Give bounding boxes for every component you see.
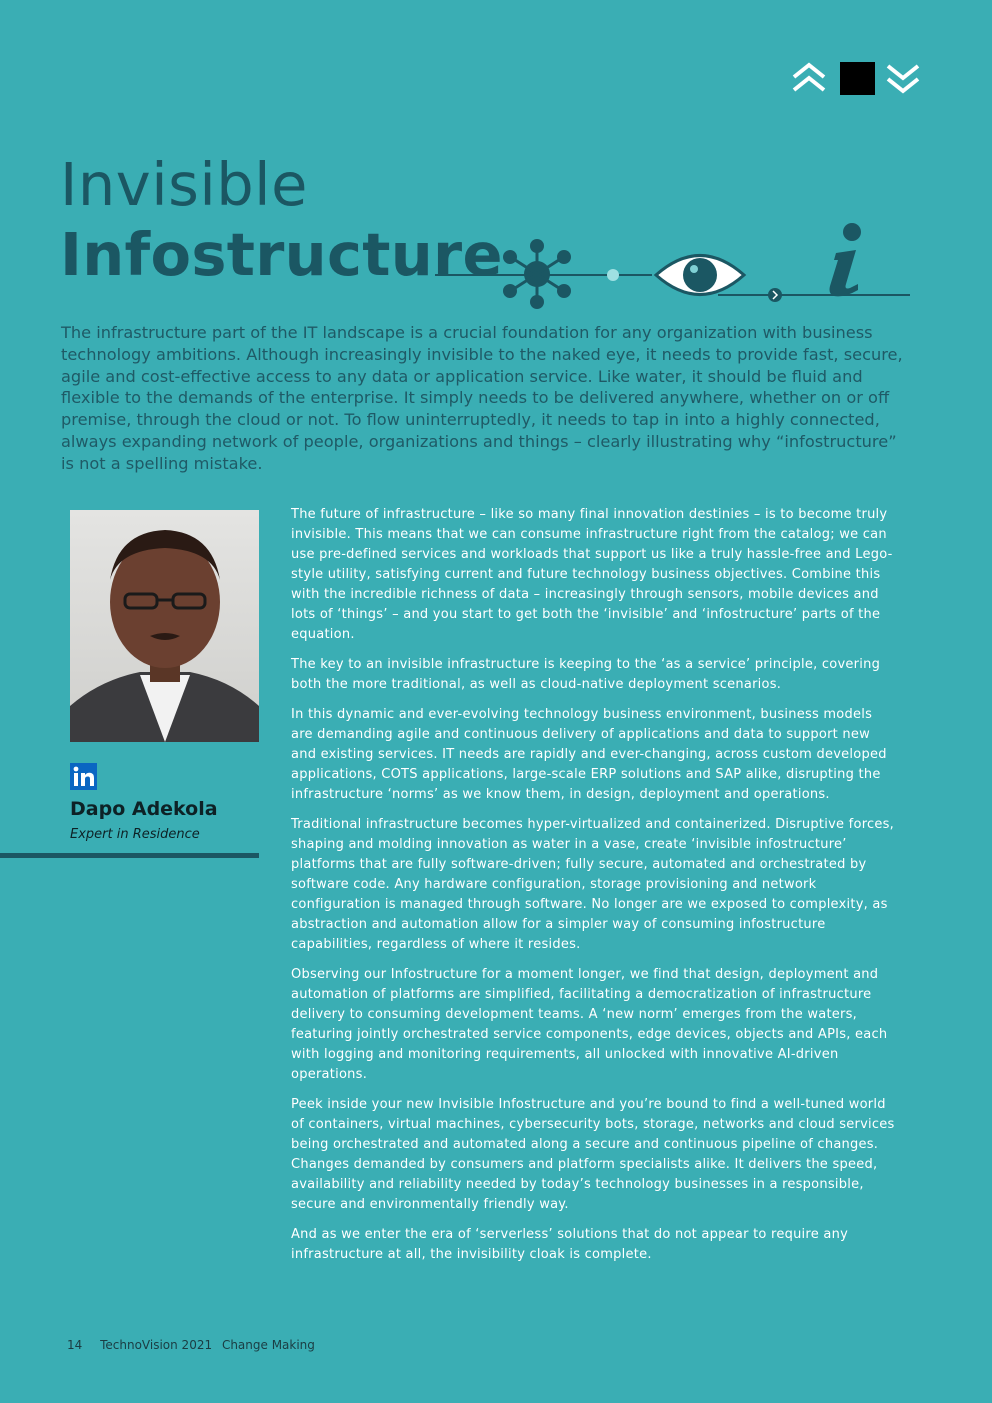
title-line-bold: Infostructure [60,220,503,289]
body-paragraph: Traditional infrastructure becomes hyper-virtualized and containerized. Disruptive forces, shaping and molding innovation as water in a vase, create ‘invisible infostructure’ platforms that are fully software-driven; fully secure, automated and orchestrated by software code. Any hardware configuration, storage provisioning and network configuration is managed through software. No longer are we exposed to complexity, as abstraction and automation allow for a simpler way of consuming infostructure capabilities, regardless of where it resides. [291,817,895,952]
dot-icon [607,269,619,281]
page-number: 14 [67,1338,83,1352]
author-photo [70,510,259,742]
double-chevron-down-icon[interactable] [884,62,922,94]
body-paragraph: In this dynamic and ever-evolving technology business environment, business models are demanding agile and continuous delivery of applications and data to support new and existing services. IT needs are rapidly and ever-changing, across custom developed applications, COTS applications, large-scale ERP solutions and SAP alike, disrupting the infrastructure ‘norms’ as we know them, in design, deployment and operations. [291,707,887,802]
page-navigation [790,62,922,96]
page-footer [67,1338,329,1352]
intro-paragraph: The infrastructure part of the IT landscape is a crucial foundation for any organization with business technology ambitions. Although increasingly invisible to the naked eye, it needs to provide fast, secure, agile and cost-effective access to any data or application service. Like water, it should be fluid and flexible to the demands of the enterprise. It simply needs to be delivered anywhere, whether on or off premise, through the cloud or not. To flow uninterruptedly, it needs to tap in into a highly connected, always expanding network of people, organizations and things – clearly illustrating why “infostructure” is not a spelling mistake. [61,323,903,473]
body-paragraph: The future of infrastructure – like so many final innovation destinies – is to become truly invisible. This means that we can consume infrastructure right from the catalog; we can use pre-defined services and workloads that support us like a truly hassle-free and Lego-style utility, satisfying current and future technology business objectives. Combine this with the incredible richness of data – increasingly through sensors, mobile devices and lots of ‘things’ – and you start to get both the ‘invisible’ and ‘infostructure’ parts of the equation. [291,507,893,642]
square-icon[interactable] [840,62,875,95]
body-paragraph: Observing our Infostructure for a moment longer, we find that design, deployment and automation of platforms are simplified, facilitating a democratization of infrastructure delivery to consuming development teams. A ‘new norm’ emerges from the waters, featuring jointly orchestrated service components, edge devices, objects and APIs, each with logging and monitoring requirements, all unlocked with innovative AI-driven operations. [291,967,888,1082]
arrow-circle-icon [768,288,782,302]
body-paragraph: Peek inside your new Invisible Infostructure and you’re bound to find a well-tuned world of containers, virtual machines, cybersecurity bots, storage, networks and cloud services being orchestrated and automated along a secure and continuous pipeline of changes. Changes demanded by consumers and platform specialists alike. It delivers the speed, availability and reliability needed by today’s technology businesses in a responsible, secure and environmentally friendly way. [291,1097,895,1212]
publication-title: TechnoVision 2021 [100,1338,213,1352]
info-icon [830,223,862,296]
title-line-light: Invisible [60,150,308,219]
author-role: Expert in Residence [70,827,200,842]
article-body [291,505,895,1275]
section-title: Change Making [221,1338,315,1352]
body-paragraph: And as we enter the era of ‘serverless’ solutions that do not appear to require any infrastructure at all, the invisibility cloak is complete. [291,1227,849,1262]
body-paragraph: The key to an invisible infrastructure is keeping to the ‘as a service’ principle, covering both the more traditional, as well as cloud-native deployment scenarios. [291,657,881,692]
divider [0,853,259,858]
double-chevron-up-icon[interactable] [790,62,828,94]
eye-icon [656,256,744,295]
linkedin-icon[interactable] [70,763,97,790]
infostructure-illustration [430,218,915,313]
author-name: Dapo Adekola [70,798,218,820]
